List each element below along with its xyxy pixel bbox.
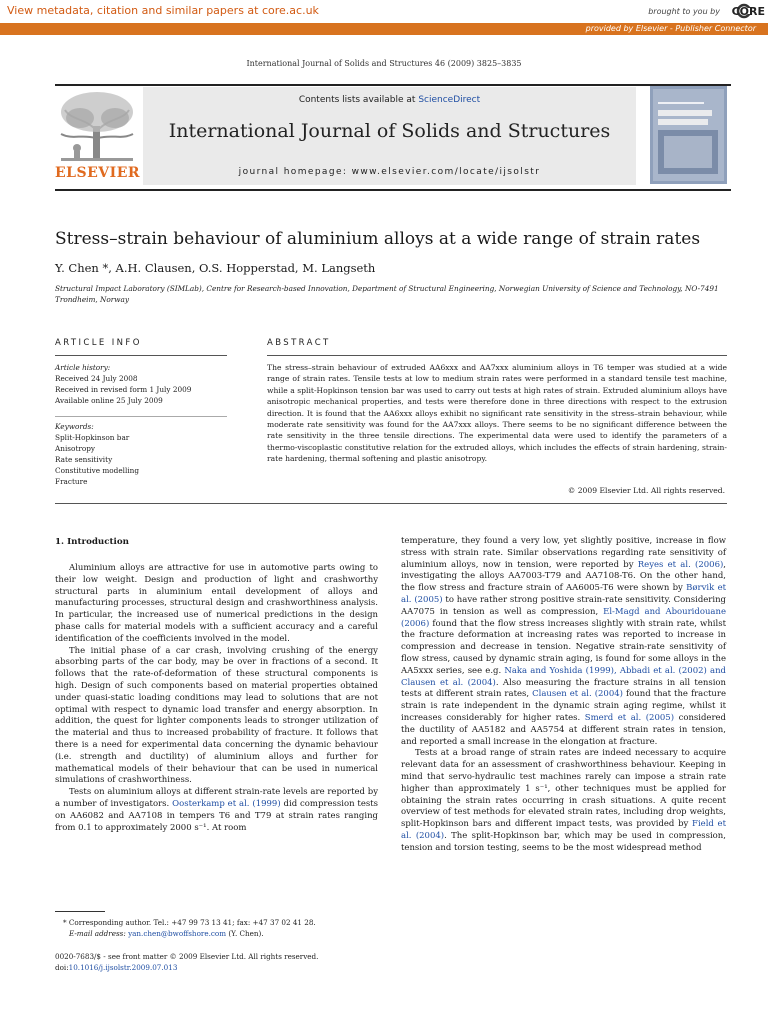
para-text: Tests at a broad range of strain rates are indeed necessary to acquire relevant data for an assessment of crashworthiness behaviour. Keeping in mind that servo-hydraulic test machines rarely can impose a strain rate higher than approximately 1 s⁻¹, other techniques must be applied for obtaining the strain rates occurring in crash situations. A quite recent overview of test methods for elevated strain rates, including drop weights, split-Hopkinson bars and different impact tests, was provided by: [401, 748, 726, 830]
header-bottom-rule: [55, 189, 731, 191]
keywords-block: [55, 421, 227, 487]
reference-link[interactable]: Smerd et al. (2005): [584, 712, 675, 723]
history-label: Article history:: [55, 363, 111, 372]
para-text: Tests on aluminium alloys at different strain-rate levels are reported by a number of investigators.: [55, 787, 378, 809]
doi-link[interactable]: 10.1016/j.ijsolstr.2009.07.013: [68, 963, 178, 972]
para-text: . Also measuring the fracture strains in all tension tests at different strain rates,: [401, 677, 727, 700]
core-label[interactable]: CORE: [731, 5, 765, 18]
intro-paragraph: The initial phase of a car crash, involving crushing of the energy absorbing parts of the car body, may be over in fractions of a second. It follows that the rate-of-deformation of these structural components is high. Design of such components based on material properties obtained under quasi-static loading conditions may lead to solutions that are not optimal with respect to dynamic load transfer and energy absorption. In addition, the quest for lighter components leads to stronger utilization of the material and thus to increased probability of fracture. It follows that there is a need for experimental data concerning the dynamic behaviour (i.e. strength and ductility) of aluminium alloys and further for mathematical models of their behaviour that can be used in numerical simulations of crashworthiness.: [55, 645, 378, 786]
para-text: temperature, they found a very low, yet slightly positive, increase in flow stress with strain rate. Similar observations regarding rate sensitivity of aluminium alloys, now in tension, were reported by: [401, 536, 726, 570]
footnote-rule: [55, 911, 105, 912]
sciencedirect-link[interactable]: ScienceDirect: [418, 95, 481, 105]
footnote: [55, 917, 385, 939]
para-text: found that the fracture strain is rate independent in the dynamic strain aging regime, whilst it increases considerably for higher rates.: [401, 689, 726, 723]
keywords-label: Keywords:: [55, 422, 94, 431]
reference-link[interactable]: Clausen et al. (2004): [532, 689, 623, 700]
issn-line: 0020-7683/$ - see front matter © 2009 Elsevier Ltd. All rights reserved.: [55, 952, 319, 961]
paper-title: Stress–strain behaviour of aluminium alloys at a wide range of strain rates: [55, 229, 701, 249]
intro-paragraph: Aluminium alloys are attractive for use in automotive parts owing to their low weight. Design and production of light and crashworthy structural parts in aluminium entail development of alloys and manufacturing processes, structural design and crashworthiness analysis. In particular, the increased use of numerical predictions in the design phase calls for material models with a sufficient accuracy and a careful identification of the coefficients involved in the model.: [55, 563, 378, 644]
header-top-rule: [55, 84, 731, 86]
keyword-item: Anisotropy: [55, 444, 96, 453]
corresponding-author-note: * Corresponding author. Tel.: +47 99 73 13 41; fax: +47 37 02 41 28.: [63, 918, 316, 927]
email-label: E-mail address:: [69, 929, 126, 938]
article-history: [55, 362, 227, 406]
para-text: to have rather strong positive strain-rate sensitivity. Considering AA7075 in tension as well as compression,: [401, 594, 726, 617]
left-column: [55, 563, 378, 834]
journal-cover-icon: [650, 86, 727, 184]
intro-paragraph: [401, 536, 726, 748]
reference-link[interactable]: Field et al. (2004): [401, 819, 727, 841]
introduction-heading: 1. Introduction: [55, 537, 129, 547]
elsevier-wordmark: ELSEVIER: [55, 165, 141, 181]
reference-link[interactable]: Reyes et al. (2006): [637, 559, 724, 570]
reference-link[interactable]: Oosterkamp et al. (1999): [172, 798, 281, 809]
front-matter: [55, 951, 385, 973]
history-online: Available online 25 July 2009: [55, 396, 163, 405]
keyword-item: Rate sensitivity: [55, 455, 113, 464]
intro-paragraph: [55, 787, 378, 834]
para-text: found that the flow stress increases slightly with strain rate, whilst the fracture deformation at increasing rates was reported to increase in compression and decrease in tension. Negative strain-rate sensitivity of flow stress, caused by dynamic strain aging, is found for some alloys in the AA5xxx series, see e.g.: [401, 618, 727, 676]
history-received: Received 24 July 2008: [55, 374, 138, 383]
email-link[interactable]: yan.chen@bwoffshore.com: [128, 929, 227, 938]
doi-line: [55, 962, 385, 973]
keyword-item: Fracture: [55, 477, 88, 486]
abstract-heading: ABSTRACT: [267, 338, 331, 348]
intro-paragraph: [401, 748, 726, 854]
author-list: Y. Chen *, A.H. Clausen, O.S. Hopperstad, M. Langseth: [55, 261, 376, 275]
doi-prefix: doi:: [55, 963, 69, 972]
para-text: , investigating the alloys AA7003-T79 and AA7108-T6. On the other hand, the flow stress and fracture strain of AA6005-T6 were shown by: [401, 559, 726, 594]
journal-title: International Journal of Solids and Structures: [168, 120, 611, 142]
contents-prefix: Contents lists available at: [298, 95, 416, 105]
article-info-rule: [55, 355, 227, 356]
reference-link[interactable]: Naka and Yoshida (1999), Abbadi et al. (2002) and Clausen et al. (2004): [401, 665, 726, 688]
elsevier-tree-logo-icon: [55, 88, 139, 164]
abstract-rule: [267, 355, 727, 356]
contents-line: [143, 95, 636, 105]
core-banner: [0, 0, 768, 24]
reference-link[interactable]: Børvik et al. (2005): [401, 583, 727, 605]
article-info-heading: ARTICLE INFO: [55, 338, 142, 348]
email-line: [55, 928, 385, 939]
affiliation: Structural Impact Laboratory (SIMLab), Centre for Research-based Innovation, Department of Structural Engineering, Norwegian University of Science and Technology, NO-7491 Trondheim, Norway: [55, 284, 719, 304]
keywords-rule: [55, 416, 227, 417]
core-metadata-link[interactable]: View metadata, citation and similar papers at core.ac.uk: [7, 4, 319, 17]
provider-bar: [0, 23, 768, 35]
history-revised: Received in revised form 1 July 2009: [55, 385, 192, 394]
journal-homepage[interactable]: journal homepage: www.elsevier.com/locate/ijsolstr: [238, 167, 541, 177]
right-column: [401, 536, 726, 855]
brought-to-you-label: brought to you by: [648, 7, 720, 16]
copyright-line: © 2009 Elsevier Ltd. All rights reserved.: [567, 486, 725, 495]
para-text: . The split-Hopkinson bar, which may be used in compression, tension and torsion testing, seems to be the most widespread method: [401, 830, 726, 853]
para-text: did compression tests on AA6082 and AA7108 in tempers T6 and T79 at strain rates ranging from 0.1 to approximately 2000 s⁻¹. At room: [55, 798, 379, 833]
para-text: considered the ductility of AA5182 and AA5754 at different strain rates in tension, and reported a small increase in the elongation at fracture.: [401, 712, 727, 747]
keyword-item: Split-Hopkinson bar: [55, 433, 130, 442]
abstract-bottom-rule: [55, 503, 727, 504]
reference-link[interactable]: El-Magd and Abouridouane (2006): [401, 606, 727, 629]
journal-citation: International Journal of Solids and Structures 46 (2009) 3825–3835: [246, 59, 522, 68]
abstract-text: The stress–strain behaviour of extruded AA6xxx and AA7xxx aluminium alloys in T6 temper was studied at a wide range of strain rates. Tensile tests at low to medium strain rates were performed in a standard tensile test machine, while a split-Hopkinson tension bar was used to carry out tests at high rates of strain. Extruded aluminium alloys have anisotropic mechanical properties, and tests were therefore done in three directions with respect to the extrusion direction. It is found that the AA6xxx alloys exhibit no significant rate sensitivity in the stress–strain behaviour, while moderate rate sensitivity was found for the AA7xxx alloys. There seems to be no significant difference between the rate sensitivity in the three tensile directions. The experimental data were used to identify the parameters of a thermo-viscoplastic constitutive relation for the extruded alloys, which includes the effects of strain hardening, strain-rate hardening, thermal softening and plastic anisotropy.: [267, 363, 727, 464]
keyword-item: Constitutive modelling: [55, 466, 140, 475]
provided-by-label: provided by Elsevier - Publisher Connector: [585, 24, 756, 33]
email-suffix: (Y. Chen).: [228, 929, 264, 938]
